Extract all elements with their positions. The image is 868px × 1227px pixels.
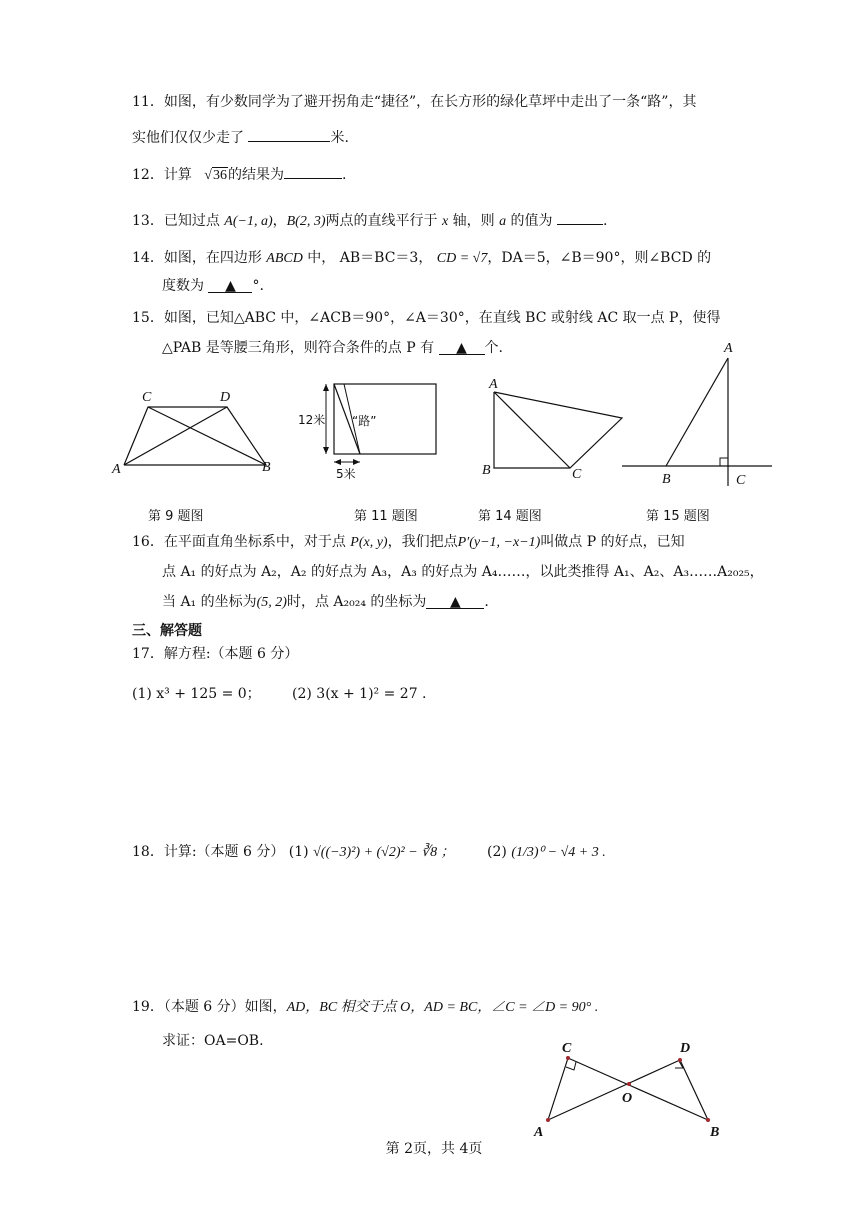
q18-part2-expr: (1/3)⁰ − √4 + 3 .: [511, 845, 606, 860]
caption-fig15: 第 15 题图: [646, 509, 710, 524]
fig11-arrow-down-icon: [323, 447, 329, 454]
q16-text-e: 当 A₁ 的坐标为: [162, 594, 257, 610]
q14-ab-bc: AB＝BC＝3，: [339, 250, 433, 266]
q14-text-b: 中，: [307, 250, 336, 266]
fig11-width-label: 5米: [336, 467, 356, 481]
fig19-segment-ac: [548, 1058, 568, 1120]
figure-11: [298, 378, 462, 488]
q16-coord: (5, 2): [256, 595, 287, 610]
q12-number: 12．: [132, 167, 164, 183]
q19-proof: 求证：OA=OB.: [162, 1033, 264, 1049]
q12-end: .: [341, 167, 347, 183]
fig19-segment-ad: [548, 1060, 680, 1120]
fig19-point-b: [706, 1118, 710, 1122]
q13-end: .: [602, 213, 608, 229]
fig9-quadrilateral: [124, 407, 266, 465]
fig11-height-label: 12米: [298, 413, 326, 427]
q18-part1-expr: √((−3)²) + (√2)² − ∛8 ；: [313, 845, 455, 860]
q16-line1: [132, 532, 685, 553]
q16-point-p: P(x, y): [350, 535, 388, 550]
q11-answer-blank[interactable]: [248, 127, 330, 142]
fig19-point-d: [678, 1058, 682, 1062]
q13-comma: ，: [272, 213, 287, 229]
q16-text-a: 在平面直角坐标系中，对于点: [163, 534, 346, 550]
q18-part1-label: (1): [288, 844, 309, 860]
q13-text-c: 轴，则: [452, 213, 495, 229]
q15-text-1: 如图，已知△ABC 中，∠ACB＝90°，∠A＝30°，在直线 BC 或射线 AC 取一点 P，使得: [163, 310, 721, 326]
section-3-heading: 三、解答题: [132, 623, 202, 639]
q16-text-d: 点 A₁ 的好点为 A₂，A₂ 的好点为 A₃，A₃ 的好点为 A₄……，以此类推得 A₁、A₂、A₃……A₂₀₂₅，: [162, 564, 764, 580]
q14-text-a: 如图，在四边形: [163, 250, 262, 266]
q14-line1: [132, 248, 711, 269]
q16-end: .: [484, 594, 489, 610]
fig19-label-a: A: [534, 1125, 544, 1140]
q16-line3: [162, 592, 489, 613]
q14-answer-blank[interactable]: [208, 276, 252, 293]
q16-answer-marker: ▲: [450, 594, 461, 610]
q15-answer-blank[interactable]: [439, 338, 485, 355]
q19-title: 19．（本题 6 分）如图，: [132, 999, 287, 1015]
q11-line1: [132, 92, 696, 112]
q15-number: 15．: [132, 310, 164, 326]
q12-text-pre: 计算: [163, 167, 192, 183]
q16-text-c: 叫做点 P 的好点，已知: [540, 534, 685, 550]
q13-a: a: [499, 214, 507, 229]
q11-text-2: 实他们仅仅少走了: [132, 130, 244, 146]
q16-text-b: ，我们把点: [387, 534, 458, 550]
q19-text: AD，BC 相交于点 O，AD = BC，∠C = ∠D = 90° .: [286, 1000, 599, 1015]
q15-answer-marker: ▲: [456, 340, 467, 356]
q15-text-3: 个.: [484, 340, 503, 356]
q19: [132, 997, 598, 1018]
q12-text-post: 的结果为: [227, 167, 284, 183]
q12-radicand: 36: [212, 168, 227, 183]
q18: [132, 842, 606, 863]
q16-answer-blank[interactable]: [426, 592, 484, 609]
q17-part1: (1) x³ + 125 = 0；: [132, 686, 261, 702]
q16-number: 16．: [132, 534, 164, 550]
q11-unit: 米.: [330, 130, 349, 146]
q11-text-1: 如图，有少数同学为了避开拐角走“捷径”，在长方形的绿化草坪中走出了一条“路”，其: [163, 94, 697, 110]
fig19-label-c: C: [562, 1041, 572, 1056]
q14-text-c: ，DA＝5，∠B＝90°，则∠BCD 的: [487, 250, 712, 266]
q15-line1: [132, 308, 720, 328]
q13-text-b: 两点的直线平行于: [325, 213, 438, 229]
fig15-side-ab: [666, 358, 728, 466]
q14-cd: CD = √7: [436, 251, 488, 266]
figure-15: [620, 338, 790, 488]
fig19-label-b: B: [710, 1125, 720, 1140]
q17-title: 17．解方程:（本题 6 分）: [132, 646, 299, 662]
fig9-label-b: B: [262, 460, 271, 475]
q13-number: 13．: [132, 213, 164, 229]
fig11-arrow-right-icon: [353, 459, 360, 465]
fig19-label-d: D: [680, 1041, 691, 1056]
fig14-label-a: A: [489, 377, 498, 392]
fig19-point-a: [546, 1118, 550, 1122]
fig15-right-angle-icon: [720, 458, 728, 466]
q13-text-a: 已知过点: [163, 213, 220, 229]
fig15-label-a: A: [724, 341, 733, 356]
fig14-label-c: C: [572, 467, 582, 482]
q11-line2: [132, 127, 349, 148]
q15-line2: [162, 338, 503, 358]
fig14-diagonal-ac: [494, 392, 570, 468]
page-footer: 第 2页，共 4页: [385, 1141, 483, 1157]
figure-14: [480, 378, 640, 488]
fig9-label-a: A: [112, 462, 121, 477]
caption-fig11: 第 11 题图: [354, 509, 418, 524]
q14-text-d: 度数为: [162, 278, 204, 294]
caption-fig14: 第 14 题图: [478, 509, 542, 524]
q12-answer-blank[interactable]: [284, 164, 342, 179]
q13-answer-blank[interactable]: [557, 210, 603, 225]
fig9-diagonal-ad: [124, 407, 227, 465]
fig15-label-c: C: [736, 473, 746, 488]
q14-line2: [162, 276, 264, 296]
q17-part2: (2) 3(x + 1)² = 27 .: [292, 686, 427, 702]
q14-text-e: °.: [252, 278, 264, 294]
fig9-label-c: C: [142, 390, 152, 405]
fig19-label-o: O: [622, 1091, 633, 1106]
fig19-right-angle-c-icon: [566, 1062, 576, 1070]
q18-title: 18．计算:（本题 6 分）: [132, 844, 285, 860]
figure-19: [530, 1040, 730, 1140]
q14-answer-marker: ▲: [225, 278, 236, 294]
fig9-diagonal-cb: [148, 407, 266, 465]
fig11-arrow-up-icon: [323, 384, 329, 391]
figure-9: [110, 385, 290, 485]
fig9-label-d: D: [220, 390, 231, 405]
q15-text-2: △PAB 是等腰三角形，则符合条件的点 P 有: [162, 340, 435, 356]
q16-line2: [162, 562, 764, 582]
fig19-point-o: [627, 1082, 631, 1086]
q13-point-b: B(2, 3): [286, 214, 326, 229]
q13: [132, 210, 607, 232]
q14-number: 14．: [132, 250, 164, 266]
q16-point-p-prime: P′(y−1, −x−1): [457, 535, 541, 550]
q13-x: x: [441, 214, 449, 229]
q11-number: 11．: [132, 94, 164, 110]
q13-point-a: A(−1, a): [224, 214, 273, 229]
fig11-lawn-rectangle: [334, 384, 436, 454]
fig19-segment-db: [680, 1060, 708, 1120]
q18-part2-label: (2): [487, 844, 507, 860]
fig19-segment-cb: [568, 1058, 708, 1120]
fig19-point-c: [566, 1056, 570, 1060]
fig11-arrow-left-icon: [334, 459, 341, 465]
fig14-label-b: B: [482, 463, 491, 478]
q12: [132, 164, 346, 186]
q16-text-f: 时，点 A₂₀₂₄ 的坐标为: [286, 594, 427, 610]
q12-sqrt: √36: [204, 168, 227, 183]
caption-fig9: 第 9 题图: [148, 509, 204, 524]
fig15-label-b: B: [662, 472, 671, 487]
fig11-road-label: “路”: [352, 414, 377, 428]
q14-abcd: ABCD: [266, 251, 303, 266]
q13-text-d: 的值为: [510, 213, 553, 229]
